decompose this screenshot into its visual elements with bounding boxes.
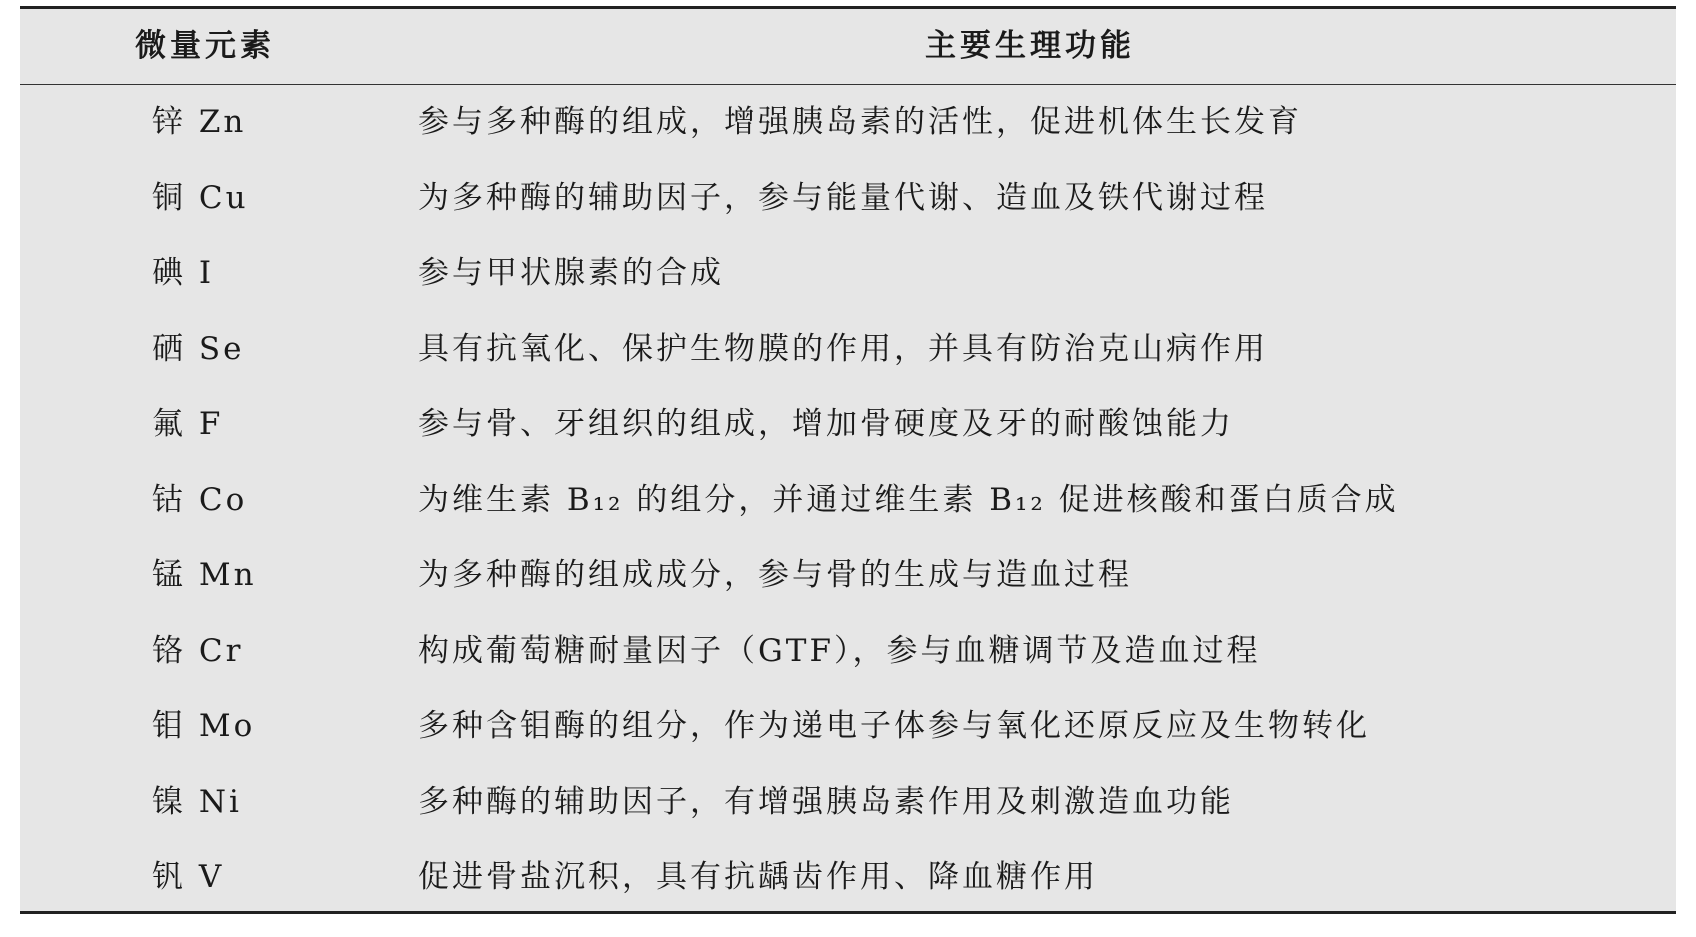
function-cell: 为维生素 B₁₂ 的组分，并通过维生素 B₁₂ 促进核酸和蛋白质合成 (418, 481, 1399, 518)
element-cell: 镍 Ni (152, 783, 242, 820)
function-cell: 参与骨、牙组织的组成，增加骨硬度及牙的耐酸蚀能力 (418, 406, 1234, 442)
element-cell: 氟 F (152, 406, 224, 442)
table-row (20, 840, 1676, 916)
element-cell: 硒 Se (152, 330, 245, 367)
element-cell: 锌 Zn (152, 104, 247, 140)
element-cell: 钒 V (152, 859, 225, 895)
table-row (20, 161, 1676, 237)
function-cell: 为多种酶的辅助因子，参与能量代谢、造血及铁代谢过程 (418, 179, 1268, 216)
table-row (20, 765, 1676, 841)
function-cell: 为多种酶的组成成分，参与骨的生成与造血过程 (418, 557, 1132, 593)
column-header-function: 主要生理功能 (925, 28, 1135, 64)
element-cell: 碘 I (152, 255, 215, 291)
table-row (20, 236, 1676, 312)
function-cell: 参与多种酶的组成，增强胰岛素的活性，促进机体生长发育 (418, 104, 1302, 140)
element-cell: 锰 Mn (152, 557, 257, 593)
table-row (20, 85, 1676, 161)
element-cell: 铜 Cu (152, 179, 249, 216)
element-cell: 铬 Cr (152, 632, 244, 669)
column-header-element: 微量元素 (135, 28, 275, 64)
function-cell: 构成葡萄糖耐量因子（GTF），参与血糖调节及造血过程 (418, 632, 1261, 669)
table-row (20, 538, 1676, 614)
table-row (20, 463, 1676, 539)
function-cell: 促进骨盐沉积，具有抗龋齿作用、降血糖作用 (418, 859, 1098, 895)
function-cell: 多种酶的辅助因子，有增强胰岛素作用及刺激造血功能 (418, 783, 1234, 820)
table-row (20, 614, 1676, 690)
table-body (20, 85, 1676, 916)
table-header (20, 9, 1676, 85)
function-cell: 具有抗氧化、保护生物膜的作用，并具有防治克山病作用 (418, 330, 1268, 367)
function-cell: 多种含钼酶的组分，作为递电子体参与氧化还原反应及生物转化 (418, 708, 1370, 744)
element-cell: 钼 Mo (152, 708, 256, 744)
table-row (20, 312, 1676, 388)
table-row (20, 387, 1676, 463)
table-row (20, 689, 1676, 765)
function-cell: 参与甲状腺素的合成 (418, 255, 724, 291)
trace-element-table (20, 6, 1676, 914)
element-cell: 钴 Co (152, 481, 248, 518)
